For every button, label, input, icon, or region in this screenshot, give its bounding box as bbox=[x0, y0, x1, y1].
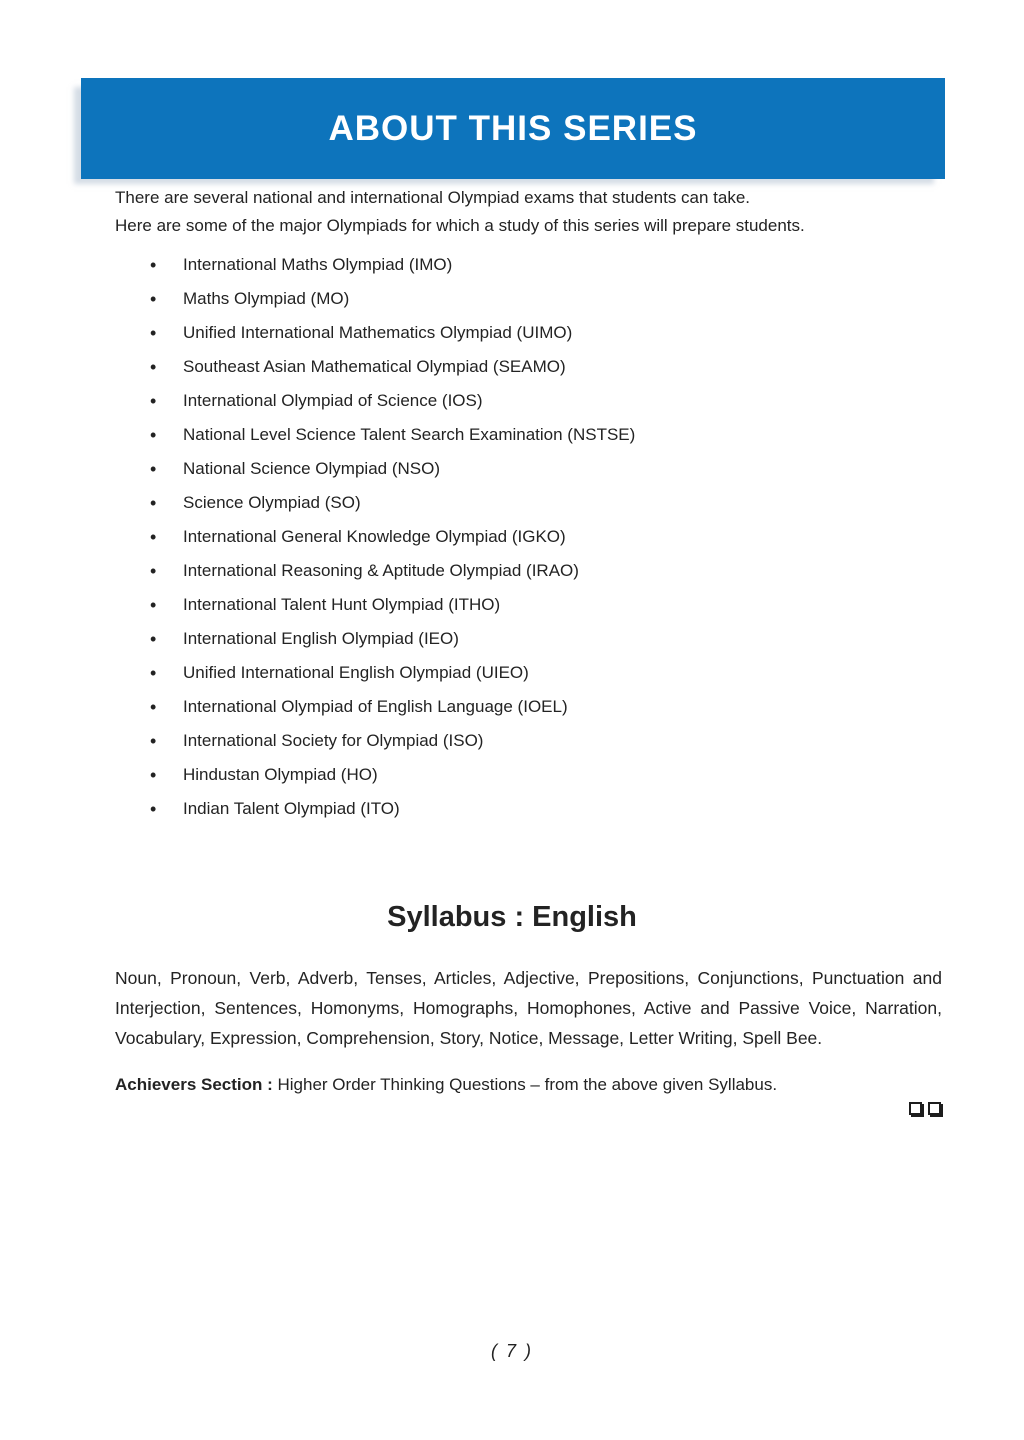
list-item bbox=[0, 724, 1024, 758]
shadowed-square-icon bbox=[909, 1102, 922, 1115]
list-item bbox=[0, 792, 1024, 826]
syllabus-heading: Syllabus : English bbox=[387, 901, 637, 933]
achievers-section-line bbox=[115, 1071, 942, 1099]
page-title: ABOUT THIS SERIES bbox=[328, 108, 698, 148]
olympiad-label: International Society for Olympiad (ISO) bbox=[183, 731, 484, 750]
list-item bbox=[0, 622, 1024, 656]
end-of-section-marker bbox=[909, 1102, 941, 1115]
olympiad-list bbox=[0, 248, 1024, 826]
olympiad-label: Southeast Asian Mathematical Olympiad (SEAMO) bbox=[183, 357, 566, 376]
page-number: ( 7 ) bbox=[490, 1341, 533, 1361]
intro-line-2: Here are some of the major Olympiads for which a study of this series will prepare students. bbox=[115, 216, 805, 235]
olympiad-label: International Maths Olympiad (IMO) bbox=[183, 255, 453, 274]
list-item bbox=[0, 588, 1024, 622]
bullet-icon: • bbox=[150, 255, 157, 275]
olympiad-label: Science Olympiad (SO) bbox=[183, 493, 361, 512]
list-item bbox=[0, 316, 1024, 350]
list-item bbox=[0, 554, 1024, 588]
list-item bbox=[0, 452, 1024, 486]
list-item bbox=[0, 350, 1024, 384]
achievers-section-text: Higher Order Thinking Questions – from the above given Syllabus. bbox=[272, 1075, 778, 1094]
olympiad-label: International Talent Hunt Olympiad (ITHO) bbox=[183, 595, 501, 614]
syllabus-topics-paragraph: Noun, Pronoun, Verb, Adverb, Tenses, Articles, Adjective, Prepositions, Conjunctions, Punctuation and Interjection, Sentences, Homonyms, Homographs, Homophones, Active and Passive Voice, Narration, Vocabulary, Expression, Comprehension, Story, Notice, Message, Letter Writing, Spell Bee. bbox=[115, 968, 942, 1048]
section-header-banner bbox=[81, 78, 945, 179]
bullet-icon: • bbox=[150, 459, 157, 479]
bullet-icon: • bbox=[150, 357, 157, 377]
bullet-icon: • bbox=[150, 595, 157, 615]
bullet-icon: • bbox=[150, 799, 157, 819]
list-item bbox=[0, 384, 1024, 418]
olympiad-label: International General Knowledge Olympiad (IGKO) bbox=[183, 527, 566, 546]
list-item bbox=[0, 690, 1024, 724]
intro-paragraph bbox=[115, 184, 945, 240]
list-item bbox=[0, 520, 1024, 554]
bullet-icon: • bbox=[150, 561, 157, 581]
olympiad-label: Unified International English Olympiad (UIEO) bbox=[183, 663, 529, 682]
olympiad-label: International Olympiad of Science (IOS) bbox=[183, 391, 483, 410]
olympiad-label: International Olympiad of English Language (IOEL) bbox=[183, 697, 568, 716]
olympiad-label: Unified International Mathematics Olympiad (UIMO) bbox=[183, 323, 573, 342]
olympiad-label: Maths Olympiad (MO) bbox=[183, 289, 350, 308]
list-item bbox=[0, 418, 1024, 452]
list-item bbox=[0, 282, 1024, 316]
bullet-icon: • bbox=[150, 493, 157, 513]
olympiad-label: International English Olympiad (IEO) bbox=[183, 629, 459, 648]
list-item bbox=[0, 656, 1024, 690]
list-item bbox=[0, 248, 1024, 282]
bullet-icon: • bbox=[150, 697, 157, 717]
olympiad-label: Hindustan Olympiad (HO) bbox=[183, 765, 378, 784]
bullet-icon: • bbox=[150, 629, 157, 649]
bullet-icon: • bbox=[150, 425, 157, 445]
bullet-icon: • bbox=[150, 527, 157, 547]
olympiad-label: International Reasoning & Aptitude Olympiad (IRAO) bbox=[183, 561, 579, 580]
bullet-icon: • bbox=[150, 731, 157, 751]
bullet-icon: • bbox=[150, 323, 157, 343]
olympiad-label: National Science Olympiad (NSO) bbox=[183, 459, 440, 478]
achievers-section-label: Achievers Section : bbox=[115, 1075, 273, 1094]
list-item bbox=[0, 486, 1024, 520]
bullet-icon: • bbox=[150, 663, 157, 683]
olympiad-label: National Level Science Talent Search Examination (NSTSE) bbox=[183, 425, 636, 444]
intro-line-1: There are several national and international Olympiad exams that students can take. bbox=[115, 188, 751, 207]
olympiad-label: Indian Talent Olympiad (ITO) bbox=[183, 799, 400, 818]
list-item bbox=[0, 758, 1024, 792]
bullet-icon: • bbox=[150, 765, 157, 785]
bullet-icon: • bbox=[150, 289, 157, 309]
bullet-icon: • bbox=[150, 391, 157, 411]
shadowed-square-icon bbox=[928, 1102, 941, 1115]
